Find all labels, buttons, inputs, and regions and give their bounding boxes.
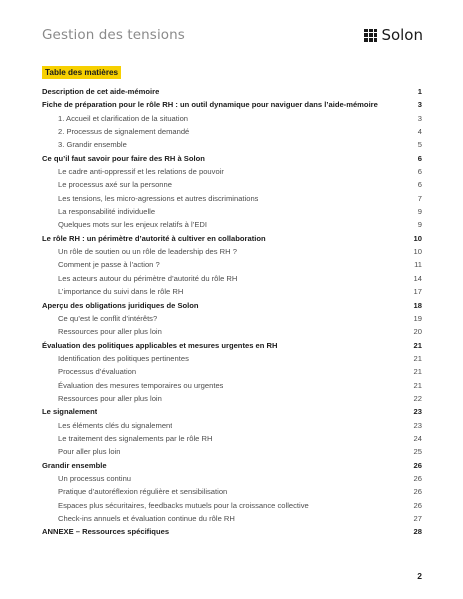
- toc-entry-page: 25: [413, 447, 422, 457]
- toc-entry-label: Espaces plus sécuritaires, feedbacks mutuels pour la croissance collective: [58, 500, 309, 510]
- toc-entry-page: 7: [417, 193, 422, 203]
- toc-entry-page: 26: [413, 487, 422, 497]
- toc-entry-page: 5: [417, 140, 422, 150]
- toc-entry-page: 20: [413, 327, 422, 337]
- toc-entry-label: Le signalement: [42, 407, 98, 417]
- toc-entry-label: Le cadre anti-oppressif et les relations de pouvoir: [58, 167, 224, 177]
- toc-entry-label: Pour aller plus loin: [58, 447, 121, 457]
- toc-entry-label: Les acteurs autour du périmètre d’autorité du rôle RH: [58, 273, 238, 283]
- toc-subsection-entry[interactable]: [42, 365, 422, 378]
- toc-section-entry[interactable]: [42, 98, 422, 111]
- toc-subsection-entry[interactable]: [42, 325, 422, 338]
- toc-entry-label: 1. Accueil et clarification de la situation: [58, 113, 189, 123]
- toc-subsection-entry[interactable]: [42, 165, 422, 178]
- toc-subsection-entry[interactable]: [42, 138, 422, 151]
- toc-subsection-entry[interactable]: [42, 392, 422, 405]
- toc-entry-page: 26: [413, 473, 422, 483]
- toc-entry-label: Pratique d’autoréflexion régulière et sensibilisation: [58, 487, 228, 497]
- toc-subsection-entry[interactable]: [42, 245, 422, 258]
- toc-subsection-entry[interactable]: [42, 472, 422, 485]
- brand-name: Solon: [381, 26, 423, 44]
- toc-entry-page: 26: [413, 460, 422, 470]
- toc-subsection-entry[interactable]: [42, 285, 422, 298]
- toc-entry-page: 1: [417, 87, 422, 96]
- toc-entry-label: Ressources pour aller plus loin: [58, 327, 162, 337]
- toc-entry-label: Processus d’évaluation: [58, 367, 137, 377]
- brand-logo: [364, 26, 423, 44]
- toc-entry-page: 22: [413, 393, 422, 403]
- toc-entry-label: Les éléments clés du signalement: [58, 420, 173, 430]
- toc-entry-page: 3: [417, 100, 422, 110]
- toc-subsection-entry[interactable]: [42, 379, 422, 392]
- toc-subsection-entry[interactable]: [42, 485, 422, 498]
- toc-entry-label: Aperçu des obligations juridiques de Solon: [42, 300, 199, 310]
- toc-entry-page: 10: [413, 247, 422, 257]
- toc-subsection-entry[interactable]: [42, 125, 422, 138]
- toc-subsection-entry[interactable]: [42, 432, 422, 445]
- toc-entry-label: Fiche de préparation pour le rôle RH : un outil dynamique pour naviguer dans l’aide-mémoire: [42, 100, 378, 110]
- toc-entry-label: Identification des politiques pertinentes: [58, 353, 189, 363]
- toc-entry-page: 19: [413, 313, 422, 323]
- toc-entry-label: 3. Grandir ensemble: [58, 140, 127, 150]
- toc-entry-page: 9: [417, 220, 422, 230]
- toc-entry-page: 21: [413, 340, 422, 350]
- toc-entry-label: Ressources pour aller plus loin: [58, 393, 162, 403]
- toc-entry-label: 2. Processus de signalement demandé: [58, 127, 190, 137]
- toc-entry-page: 26: [413, 500, 422, 510]
- toc-entry-label: Le traitement des signalements par le rôle RH: [58, 433, 213, 443]
- toc-entry-page: 6: [417, 180, 422, 190]
- toc-section-entry[interactable]: [42, 232, 422, 245]
- toc-entry-page: 27: [413, 514, 422, 523]
- toc-entry-label: Évaluation des mesures temporaires ou urgentes: [58, 380, 224, 390]
- toc-entry-label: Un processus continu: [58, 473, 132, 483]
- table-of-contents: [42, 85, 422, 539]
- toc-entry-label: Quelques mots sur les enjeux relatifs à l’EDI: [58, 220, 207, 230]
- toc-entry-label: Comment je passe à l’action ?: [58, 260, 160, 270]
- toc-entry-page: 23: [413, 407, 422, 417]
- grid-logo-icon: [364, 29, 377, 42]
- toc-subsection-entry[interactable]: [42, 445, 422, 458]
- toc-entry-page: 3: [417, 113, 422, 123]
- toc-entry-page: 21: [413, 353, 422, 363]
- toc-subsection-entry[interactable]: [42, 192, 422, 205]
- toc-entry-label: Ce qu’est le conflit d’intérêts?: [58, 313, 158, 323]
- toc-entry-page: 18: [413, 300, 422, 310]
- toc-section-entry[interactable]: [42, 525, 422, 538]
- toc-entry-page: 28: [413, 527, 422, 537]
- toc-entry-page: 23: [413, 420, 422, 430]
- toc-entry-label: Ce qu’il faut savoir pour faire des RH à Solon: [42, 153, 205, 163]
- toc-subsection-entry[interactable]: [42, 112, 422, 125]
- toc-subsection-entry[interactable]: [42, 178, 422, 191]
- toc-subsection-entry[interactable]: [42, 499, 422, 512]
- toc-subsection-entry[interactable]: [42, 352, 422, 365]
- toc-entry-label: Évaluation des politiques applicables et mesures urgentes en RH: [42, 340, 278, 350]
- toc-entry-page: 21: [413, 367, 422, 377]
- toc-entry-label: Le rôle RH : un périmètre d’autorité à cultiver en collaboration: [42, 233, 266, 243]
- toc-entry-label: ANNEXE – Ressources spécifiques: [42, 527, 170, 537]
- toc-entry-label: Description de cet aide-mémoire: [42, 87, 160, 96]
- toc-subsection-entry[interactable]: [42, 312, 422, 325]
- toc-entry-page: 6: [417, 153, 422, 163]
- toc-entry-page: 6: [417, 167, 422, 177]
- toc-entry-label: Check-ins annuels et évaluation continue du rôle RH: [58, 514, 235, 523]
- toc-entry-label: Un rôle de soutien ou un rôle de leadership des RH ?: [58, 247, 237, 257]
- toc-subsection-entry[interactable]: [42, 419, 422, 432]
- document-title: Gestion des tensions: [42, 27, 185, 43]
- toc-section-entry[interactable]: [42, 459, 422, 472]
- toc-entry-label: La responsabilité individuelle: [58, 207, 156, 217]
- toc-entry-page: 11: [414, 260, 422, 270]
- toc-entry-page: 4: [417, 127, 422, 137]
- toc-subsection-entry[interactable]: [42, 512, 422, 525]
- toc-entry-label: Le processus axé sur la personne: [58, 180, 172, 190]
- page-header: [42, 27, 423, 47]
- page-number: 2: [417, 571, 422, 581]
- toc-entry-label: Grandir ensemble: [42, 460, 107, 470]
- toc-subsection-entry[interactable]: [42, 205, 422, 218]
- toc-entry-page: 17: [413, 287, 422, 297]
- toc-subsection-entry[interactable]: [42, 258, 422, 271]
- toc-heading: Table des matières: [42, 66, 121, 79]
- toc-entry-label: Les tensions, les micro-agressions et autres discriminations: [58, 193, 259, 203]
- toc-section-entry[interactable]: [42, 152, 422, 165]
- toc-entry-page: 14: [413, 273, 422, 283]
- toc-entry-page: 9: [417, 207, 422, 217]
- toc-entry-page: 24: [413, 433, 422, 443]
- toc-subsection-entry[interactable]: [42, 272, 422, 285]
- toc-section-entry[interactable]: [42, 85, 422, 98]
- toc-entry-page: 10: [413, 233, 422, 243]
- toc-section-entry[interactable]: [42, 339, 422, 352]
- toc-entry-page: 21: [413, 380, 422, 390]
- toc-section-entry[interactable]: [42, 299, 422, 312]
- toc-entry-label: L’importance du suivi dans le rôle RH: [58, 287, 184, 297]
- toc-section-entry[interactable]: [42, 405, 422, 418]
- toc-subsection-entry[interactable]: [42, 218, 422, 231]
